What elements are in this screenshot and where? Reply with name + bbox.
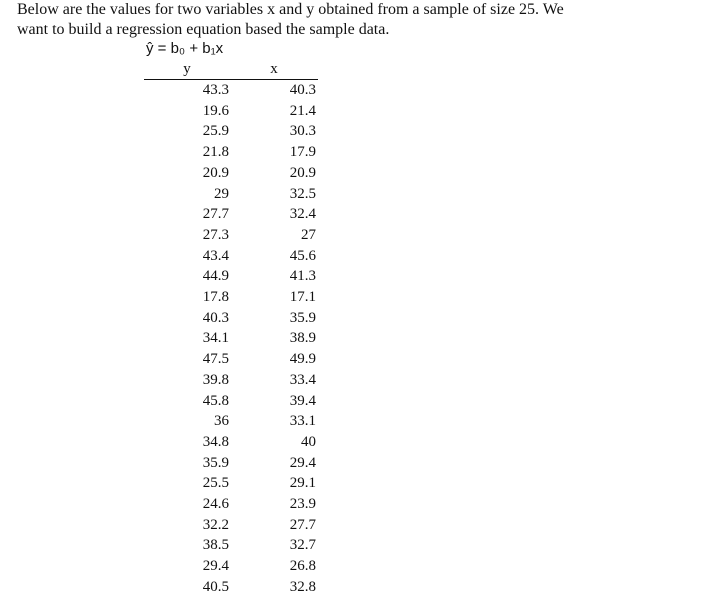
table-row <box>144 370 318 391</box>
cell-x: 33.1 <box>289 413 316 430</box>
table-row <box>144 494 318 515</box>
cell-y: 44.9 <box>202 268 229 285</box>
table-row <box>144 246 318 267</box>
problem-statement <box>17 0 707 40</box>
table-row <box>144 163 318 184</box>
cell-x: 26.8 <box>289 558 316 575</box>
cell-x: 35.9 <box>289 309 316 326</box>
cell-x: 23.9 <box>289 496 316 513</box>
cell-y: 24.6 <box>202 496 229 513</box>
cell-x: 20.9 <box>289 164 316 181</box>
header-row <box>144 60 318 80</box>
cell-x: 27 <box>301 226 316 243</box>
table-row <box>144 349 318 370</box>
data-table-header <box>144 60 318 80</box>
cell-y: 43.4 <box>202 247 229 264</box>
cell-y: 36 <box>214 413 229 430</box>
column-header-x: x <box>230 60 318 80</box>
table-row <box>144 266 318 287</box>
cell-x: 33.4 <box>289 371 316 388</box>
table-row <box>144 328 318 349</box>
cell-x: 40 <box>301 433 316 450</box>
table-row <box>144 101 318 122</box>
table-row <box>144 473 318 494</box>
cell-y: 34.8 <box>202 433 229 450</box>
table-row <box>144 391 318 412</box>
cell-y: 34.1 <box>202 330 229 347</box>
cell-x: 29.4 <box>289 454 316 471</box>
table-row <box>144 515 318 536</box>
cell-x: 32.5 <box>289 185 316 202</box>
data-table-body <box>144 80 318 598</box>
cell-y: 25.5 <box>202 475 229 492</box>
cell-x: 39.4 <box>289 392 316 409</box>
cell-y: 40.5 <box>202 578 229 595</box>
table-row <box>144 225 318 246</box>
cell-y: 19.6 <box>202 102 229 119</box>
cell-y: 32.2 <box>202 516 229 533</box>
cell-y: 27.7 <box>202 206 229 223</box>
cell-x: 38.9 <box>289 330 316 347</box>
table-row <box>144 80 318 101</box>
cell-x: 40.3 <box>289 82 316 98</box>
cell-y: 35.9 <box>202 454 229 471</box>
table-row <box>144 432 318 453</box>
cell-x: 17.9 <box>289 144 316 161</box>
cell-x: 41.3 <box>289 268 316 285</box>
column-header-y: y <box>144 60 230 80</box>
table-row <box>144 184 318 205</box>
cell-x: 21.4 <box>289 102 316 119</box>
cell-y: 40.3 <box>202 309 229 326</box>
table-row <box>144 287 318 308</box>
problem-statement-line-2: want to build a regression equation based the sample data. <box>17 21 390 38</box>
cell-x: 45.6 <box>289 247 316 264</box>
table-row <box>144 577 318 598</box>
cell-y: 45.8 <box>202 392 229 409</box>
cell-y: 21.8 <box>202 144 229 161</box>
table-row <box>144 308 318 329</box>
table-row <box>144 121 318 142</box>
cell-x: 27.7 <box>289 516 316 533</box>
problem-statement-line-1: Below are the values for two variables x and y obtained from a sample of size 25. We <box>17 1 564 18</box>
table-row <box>144 411 318 432</box>
table-row <box>144 204 318 225</box>
cell-x: 32.7 <box>289 537 316 554</box>
cell-x: 32.8 <box>289 578 316 595</box>
cell-x: 49.9 <box>289 351 316 368</box>
cell-x: 30.3 <box>289 123 316 140</box>
cell-y: 17.8 <box>202 289 229 306</box>
cell-y: 43.3 <box>202 82 229 98</box>
table-row <box>144 142 318 163</box>
table-row <box>144 556 318 577</box>
cell-x: 29.1 <box>289 475 316 492</box>
cell-y: 39.8 <box>202 371 229 388</box>
cell-y: 38.5 <box>202 537 229 554</box>
cell-y: 25.9 <box>202 123 229 140</box>
regression-equation: ŷ = b₀ + b₁x <box>146 40 224 57</box>
cell-y: 29 <box>214 185 229 202</box>
data-table <box>144 60 318 598</box>
cell-y: 27.3 <box>202 226 229 243</box>
cell-x: 17.1 <box>289 289 316 306</box>
cell-y: 20.9 <box>202 164 229 181</box>
cell-y: 29.4 <box>202 558 229 575</box>
table-row <box>144 453 318 474</box>
cell-y: 47.5 <box>202 351 229 368</box>
table-row <box>144 535 318 556</box>
cell-x: 32.4 <box>289 206 316 223</box>
